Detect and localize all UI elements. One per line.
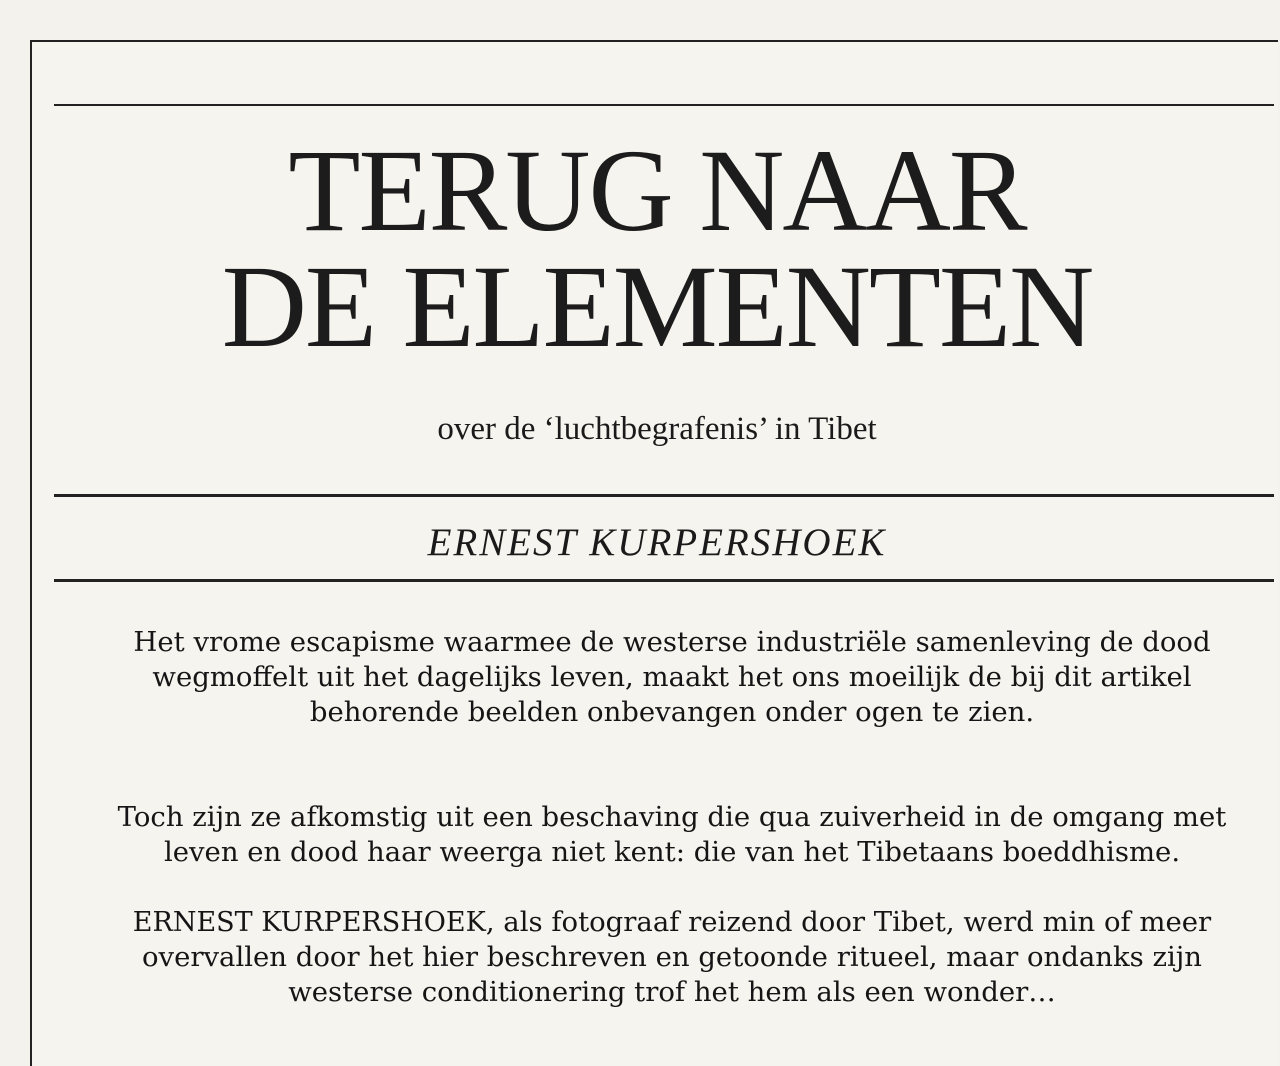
- intro-paragraph-2: Toch zijn ze afkomstig uit een beschaving die qua zuiverheid in de omgang met leven en dood haar weerga niet kent: die van het Tibetaans boeddhisme.: [117, 801, 1227, 868]
- intro-paragraph-3: [112, 905, 1232, 1010]
- top-rule: [54, 104, 1274, 106]
- headline-line-1: TERUG NAAR: [288, 125, 1026, 256]
- intro-paragraph-3-text: , als fotograaf reizend door Tibet, werd min of meer overvallen door het hier beschreven en getoonde ritueel, maar ondanks zijn westerse conditionering trof het hem als een wonder…: [142, 906, 1212, 1008]
- headline-line-2: DE ELEMENTEN: [221, 241, 1093, 372]
- intro-author-name: ERNEST KURPERSHOEK: [132, 907, 486, 938]
- magazine-page: [30, 40, 1278, 1066]
- author-top-rule: [54, 494, 1274, 497]
- author-byline: ERNEST KURPERSHOEK: [427, 521, 887, 564]
- intro-paragraph-1: Het vrome escapisme waarmee de westerse industriële samenleving de dood wegmoffelt uit het dagelijks leven, maakt het ons moeilijk de bij dit artikel behorende beelden onbevangen onder ogen te zien.: [133, 626, 1211, 728]
- subheadline: over de ‘luchtbegrafenis’ in Tibet: [437, 411, 877, 447]
- author-bottom-rule: [54, 579, 1274, 582]
